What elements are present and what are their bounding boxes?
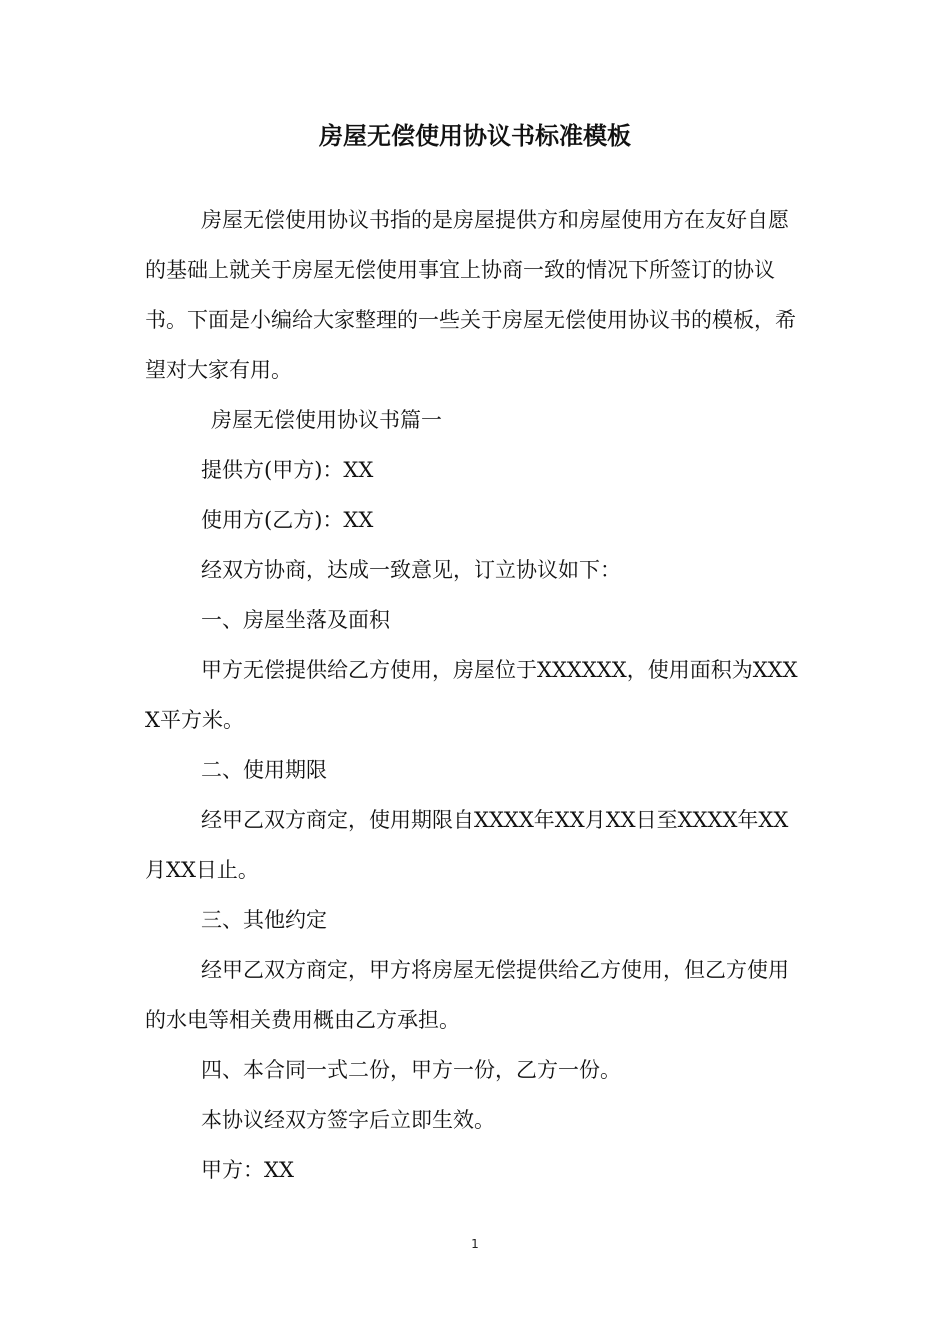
document-body (145, 195, 809, 1195)
clause-copies: 四、本合同一式二份，甲方一份，乙方一份。 (201, 1058, 621, 1082)
clause-heading-other: 三、其他约定 (201, 908, 327, 932)
clause-heading-term: 二、使用期限 (201, 758, 327, 782)
effectiveness-statement: 本协议经双方签字后立即生效。 (201, 1108, 495, 1132)
agreement-preamble: 经双方协商，达成一致意见，订立协议如下： (201, 558, 621, 582)
clause-location-area-text: 甲方无偿提供给乙方使用，房屋位于XXXXXX，使用面积为XXXX平方米。 (145, 658, 798, 732)
clause-other-text: 经甲乙双方商定，甲方将房屋无偿提供给乙方使用，但乙方使用的水电等相关费用概由乙方承担。 (145, 958, 789, 1032)
clause-term-text: 经甲乙双方商定，使用期限自XXXX年XX月XX日至XXXX年XX月XX日止。 (145, 808, 789, 882)
party-a-signature-line: 甲方：XX (201, 1158, 294, 1182)
clause-heading-location-area: 一、房屋坐落及面积 (201, 608, 390, 632)
intro-paragraph: 房屋无偿使用协议书指的是房屋提供方和房屋使用方在友好自愿的基础上就关于房屋无偿使用事宜上协商一致的情况下所签订的协议书。下面是小编给大家整理的一些关于房屋无偿使用协议书的模板，希望对大家有用。 (145, 208, 796, 382)
user-party-line: 使用方(乙方)：XX (201, 508, 374, 532)
section-heading-part-one: 房屋无偿使用协议书篇一 (211, 408, 442, 432)
document-title: 房屋无偿使用协议书标准模板 (319, 122, 631, 150)
provider-party-line: 提供方(甲方)：XX (201, 458, 374, 482)
page-number: 1 (471, 1237, 479, 1251)
